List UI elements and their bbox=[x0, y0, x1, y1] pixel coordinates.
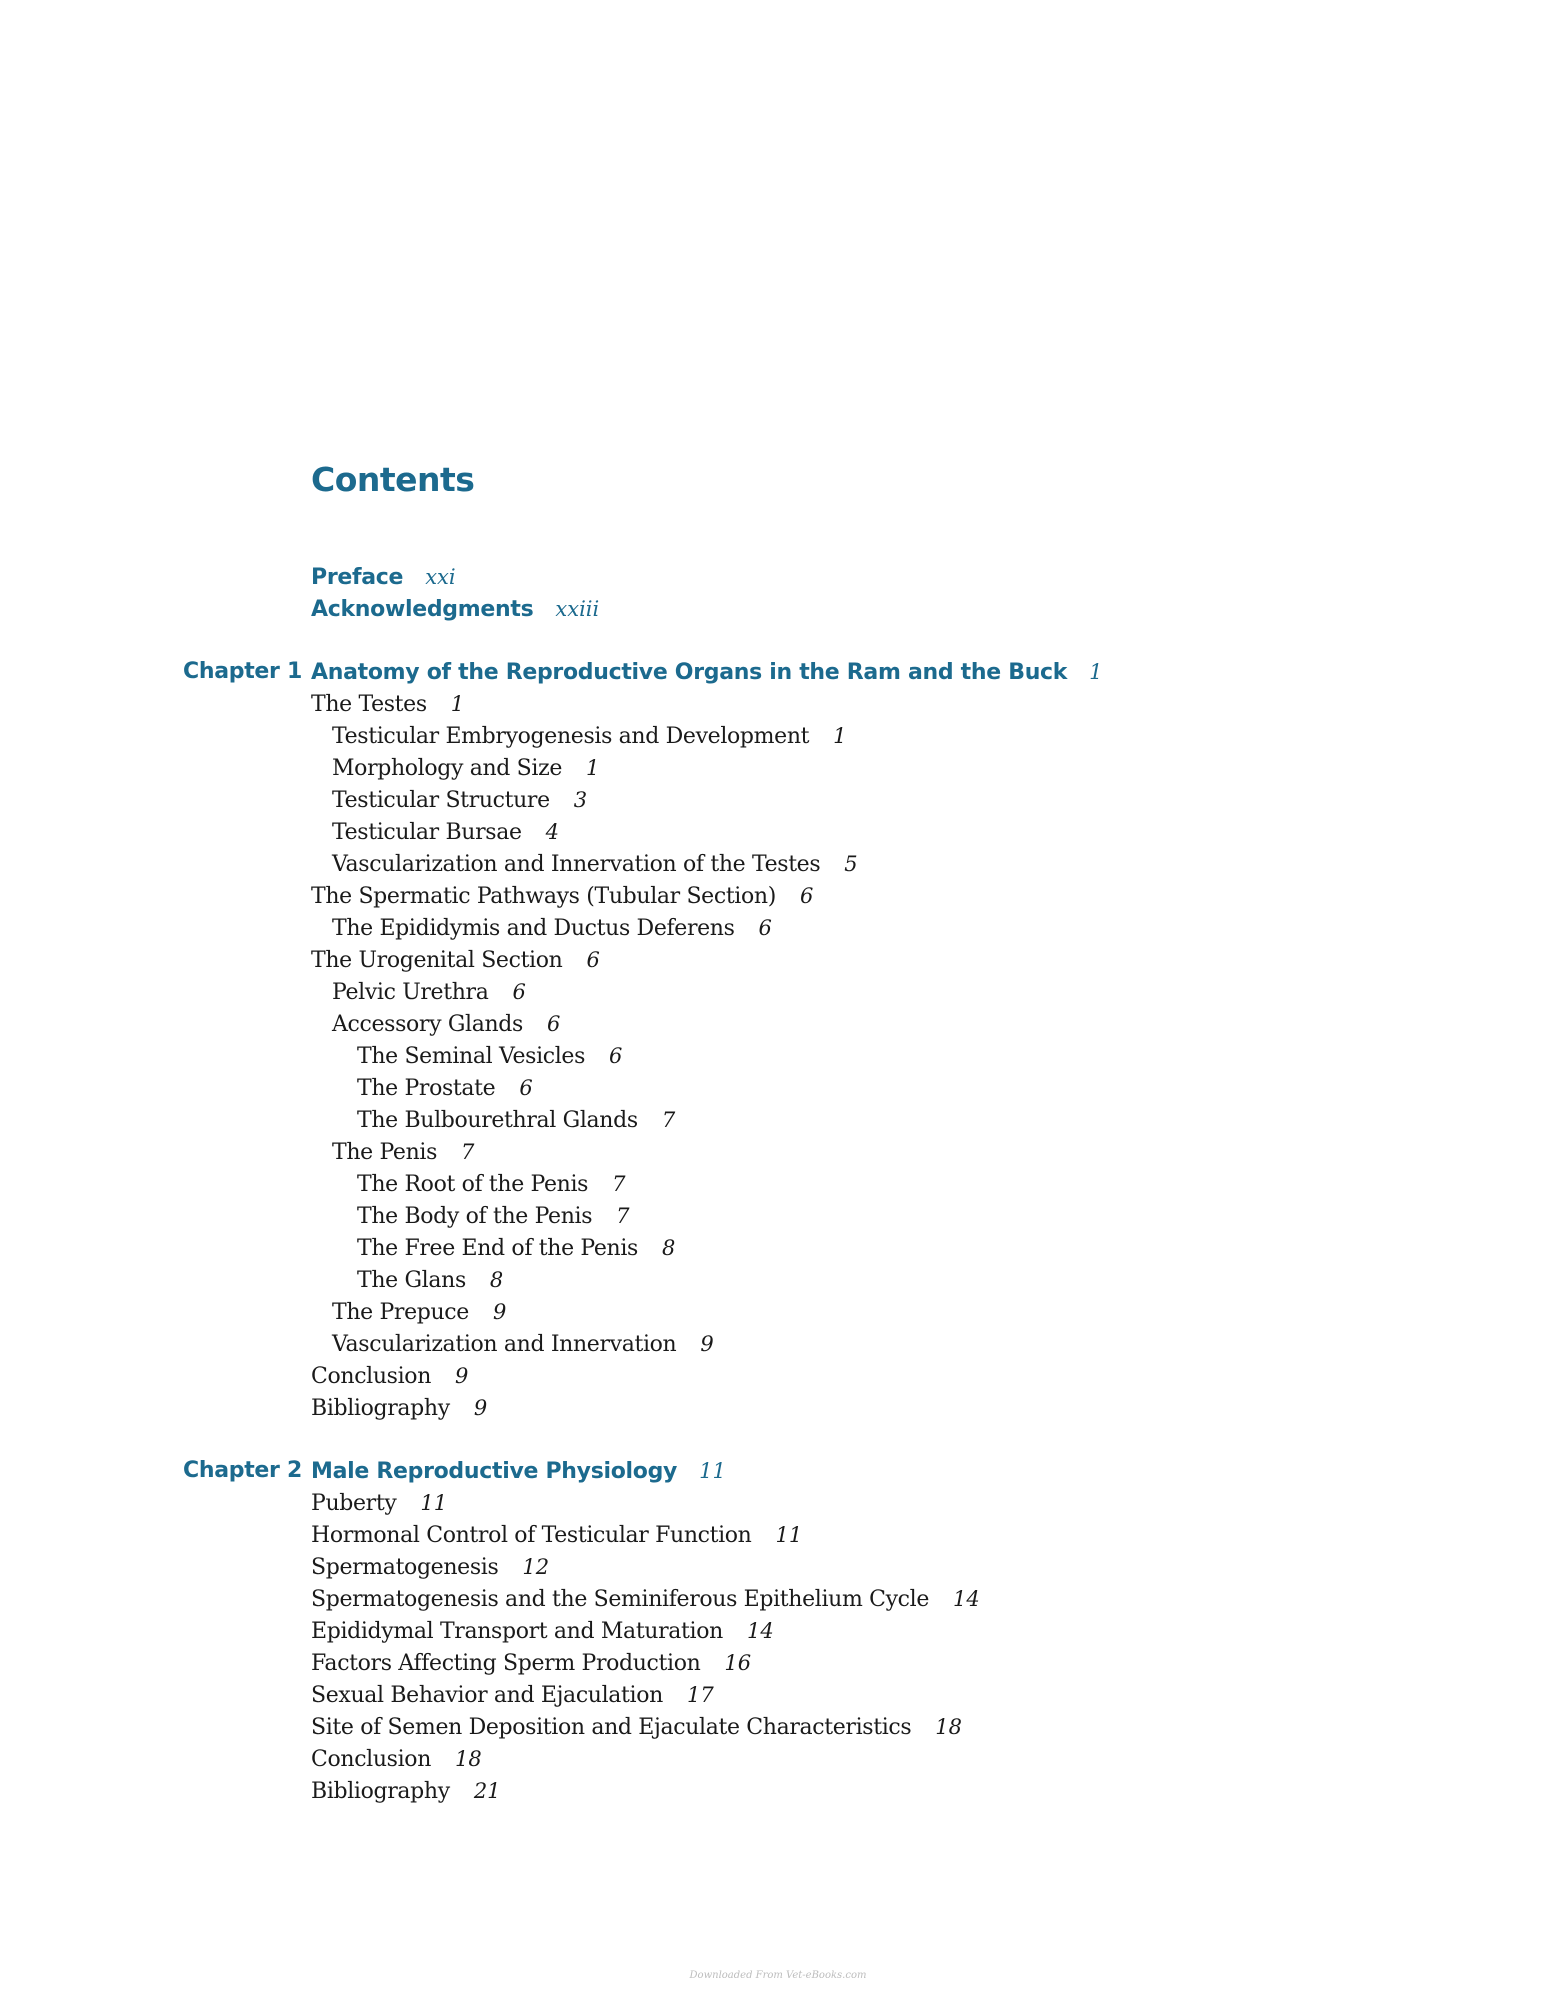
toc-entry[interactable] bbox=[0, 880, 1556, 912]
toc-entry[interactable] bbox=[0, 752, 1556, 784]
toc-entry[interactable] bbox=[0, 1583, 1556, 1615]
toc-entry[interactable] bbox=[0, 1551, 1556, 1583]
entry-page: 6 bbox=[586, 948, 600, 972]
chapter-label: Chapter 2 bbox=[183, 1458, 302, 1483]
toc-entry[interactable] bbox=[0, 1136, 1556, 1168]
entry-page: 6 bbox=[609, 1044, 623, 1068]
entry-title: Testicular Embryogenesis and Development bbox=[332, 724, 810, 749]
chapter-page: 11 bbox=[699, 1459, 726, 1483]
entry-page: 7 bbox=[461, 1140, 475, 1164]
entry-title: The Testes bbox=[311, 692, 427, 717]
toc-entry[interactable] bbox=[0, 1168, 1556, 1200]
entry-page: 6 bbox=[758, 916, 772, 940]
entry-page: 18 bbox=[935, 1715, 963, 1739]
entry-page: 21 bbox=[473, 1779, 501, 1803]
chapter-title-wrap bbox=[311, 656, 1103, 689]
entry-title: The Prostate bbox=[357, 1076, 496, 1101]
chapter-heading[interactable] bbox=[0, 656, 1556, 688]
page-title: Contents bbox=[311, 460, 475, 499]
toc-entry[interactable] bbox=[0, 1040, 1556, 1072]
toc-entry[interactable] bbox=[0, 848, 1556, 880]
toc-front-matter-preface[interactable] bbox=[0, 561, 1556, 593]
entry-title: The Prepuce bbox=[332, 1300, 469, 1325]
entry-title: The Glans bbox=[357, 1268, 466, 1293]
entry-page: 14 bbox=[746, 1619, 774, 1643]
entry-title: Vascularization and Innervation bbox=[332, 1332, 677, 1357]
toc-entry[interactable] bbox=[0, 976, 1556, 1008]
toc-entry[interactable] bbox=[0, 1647, 1556, 1679]
entry-title: Accessory Glands bbox=[332, 1012, 523, 1037]
toc-entry[interactable] bbox=[0, 1328, 1556, 1360]
chapters-list bbox=[0, 625, 1556, 1807]
toc-entry[interactable] bbox=[0, 816, 1556, 848]
entry-title: Conclusion bbox=[311, 1747, 432, 1772]
entry-title: Testicular Structure bbox=[332, 788, 550, 813]
watermark: Downloaded From Vet-eBooks.com bbox=[689, 1970, 867, 1981]
entry-page: 9 bbox=[492, 1300, 507, 1324]
toc-entry[interactable] bbox=[0, 1743, 1556, 1775]
entry-page: 18 bbox=[455, 1747, 482, 1771]
front-matter-title: Acknowledgments bbox=[311, 597, 534, 622]
entry-title: Morphology and Size bbox=[332, 756, 563, 781]
toc-entry[interactable] bbox=[0, 1487, 1556, 1519]
entry-title: Spermatogenesis and the Seminiferous Epithelium Cycle bbox=[311, 1587, 930, 1612]
toc-entry[interactable] bbox=[0, 1232, 1556, 1264]
chapter-label: Chapter 1 bbox=[183, 659, 302, 684]
entry-title: The Bulbourethral Glands bbox=[357, 1108, 638, 1133]
entry-page: 7 bbox=[616, 1204, 630, 1228]
entry-title: The Spermatic Pathways (Tubular Section) bbox=[311, 884, 776, 909]
toc-entry[interactable] bbox=[0, 1679, 1556, 1711]
entry-page: 14 bbox=[953, 1587, 980, 1611]
entry-title: The Penis bbox=[332, 1140, 438, 1165]
entry-page: 9 bbox=[455, 1364, 469, 1388]
front-matter-title: Preface bbox=[311, 565, 404, 590]
entry-title: Vascularization and Innervation of the Testes bbox=[332, 852, 821, 877]
entry-title: Spermatogenesis bbox=[311, 1555, 499, 1580]
entry-title: Site of Semen Deposition and Ejaculate Characteristics bbox=[311, 1715, 912, 1740]
entry-title: Conclusion bbox=[311, 1364, 432, 1389]
toc-entry[interactable] bbox=[0, 1264, 1556, 1296]
entry-title: The Urogenital Section bbox=[311, 948, 563, 973]
entry-page: 1 bbox=[833, 724, 847, 748]
front-matter-page: xxi bbox=[425, 565, 456, 589]
chapter-title: Anatomy of the Reproductive Organs in the Ram and the Buck bbox=[311, 660, 1068, 685]
entry-title: Pelvic Urethra bbox=[332, 980, 489, 1005]
entry-title: The Seminal Vesicles bbox=[357, 1044, 586, 1069]
toc-entry[interactable] bbox=[0, 1104, 1556, 1136]
toc-entry[interactable] bbox=[0, 1615, 1556, 1647]
entry-page: 6 bbox=[519, 1076, 533, 1100]
toc-entry[interactable] bbox=[0, 944, 1556, 976]
entry-page: 9 bbox=[473, 1396, 488, 1420]
entry-page: 6 bbox=[546, 1012, 561, 1036]
entry-page: 12 bbox=[522, 1555, 550, 1579]
entry-title: The Body of the Penis bbox=[357, 1204, 593, 1229]
entry-page: 7 bbox=[612, 1172, 626, 1196]
entry-page: 11 bbox=[420, 1491, 448, 1515]
toc-entry[interactable] bbox=[0, 1711, 1556, 1743]
toc-entry[interactable] bbox=[0, 1519, 1556, 1551]
chapter-title-wrap bbox=[311, 1455, 726, 1488]
entry-page: 8 bbox=[661, 1236, 676, 1260]
entry-page: 9 bbox=[700, 1332, 714, 1356]
toc-entry[interactable] bbox=[0, 1200, 1556, 1232]
entry-page: 8 bbox=[489, 1268, 504, 1292]
entry-page: 1 bbox=[586, 756, 600, 780]
entry-page: 11 bbox=[775, 1523, 803, 1547]
front-matter-page: xxiii bbox=[555, 597, 600, 621]
chapter-spacer bbox=[0, 1424, 1556, 1455]
entry-title: The Free End of the Penis bbox=[357, 1236, 638, 1261]
entry-page: 7 bbox=[661, 1108, 676, 1132]
entry-page: 4 bbox=[545, 820, 560, 844]
toc-entry[interactable] bbox=[0, 1392, 1556, 1424]
toc-entry[interactable] bbox=[0, 1008, 1556, 1040]
entry-title: Puberty bbox=[311, 1491, 397, 1516]
entry-title: Factors Affecting Sperm Production bbox=[311, 1651, 701, 1676]
toc-entry[interactable] bbox=[0, 720, 1556, 752]
entry-title: Hormonal Control of Testicular Function bbox=[311, 1523, 752, 1548]
chapter-title: Male Reproductive Physiology bbox=[311, 1459, 678, 1484]
entry-page: 6 bbox=[512, 980, 526, 1004]
entry-title: Testicular Bursae bbox=[332, 820, 522, 845]
toc-entry[interactable] bbox=[0, 1360, 1556, 1392]
toc-entry[interactable] bbox=[0, 784, 1556, 816]
entry-title: Bibliography bbox=[311, 1396, 450, 1421]
entry-page: 1 bbox=[450, 692, 465, 716]
chapter-heading[interactable] bbox=[0, 1455, 1556, 1487]
toc-entry[interactable] bbox=[0, 688, 1556, 720]
chapter-page: 1 bbox=[1089, 660, 1103, 684]
entry-page: 17 bbox=[686, 1683, 714, 1707]
chapter-spacer bbox=[0, 625, 1556, 656]
entry-title: The Epididymis and Ductus Deferens bbox=[332, 916, 735, 941]
entry-page: 6 bbox=[799, 884, 814, 908]
entry-title: The Root of the Penis bbox=[357, 1172, 589, 1197]
table-of-contents bbox=[0, 561, 1556, 1807]
entry-title: Epididymal Transport and Maturation bbox=[311, 1619, 723, 1644]
entry-page: 16 bbox=[724, 1651, 752, 1675]
toc-entry[interactable] bbox=[0, 1775, 1556, 1807]
toc-entry[interactable] bbox=[0, 1072, 1556, 1104]
entry-page: 5 bbox=[844, 852, 858, 876]
toc-entry[interactable] bbox=[0, 1296, 1556, 1328]
entry-title: Sexual Behavior and Ejaculation bbox=[311, 1683, 663, 1708]
entry-title: Bibliography bbox=[311, 1779, 450, 1804]
toc-entry[interactable] bbox=[0, 912, 1556, 944]
toc-front-matter-acknowledgments[interactable] bbox=[0, 593, 1556, 625]
entry-page: 3 bbox=[573, 788, 588, 812]
